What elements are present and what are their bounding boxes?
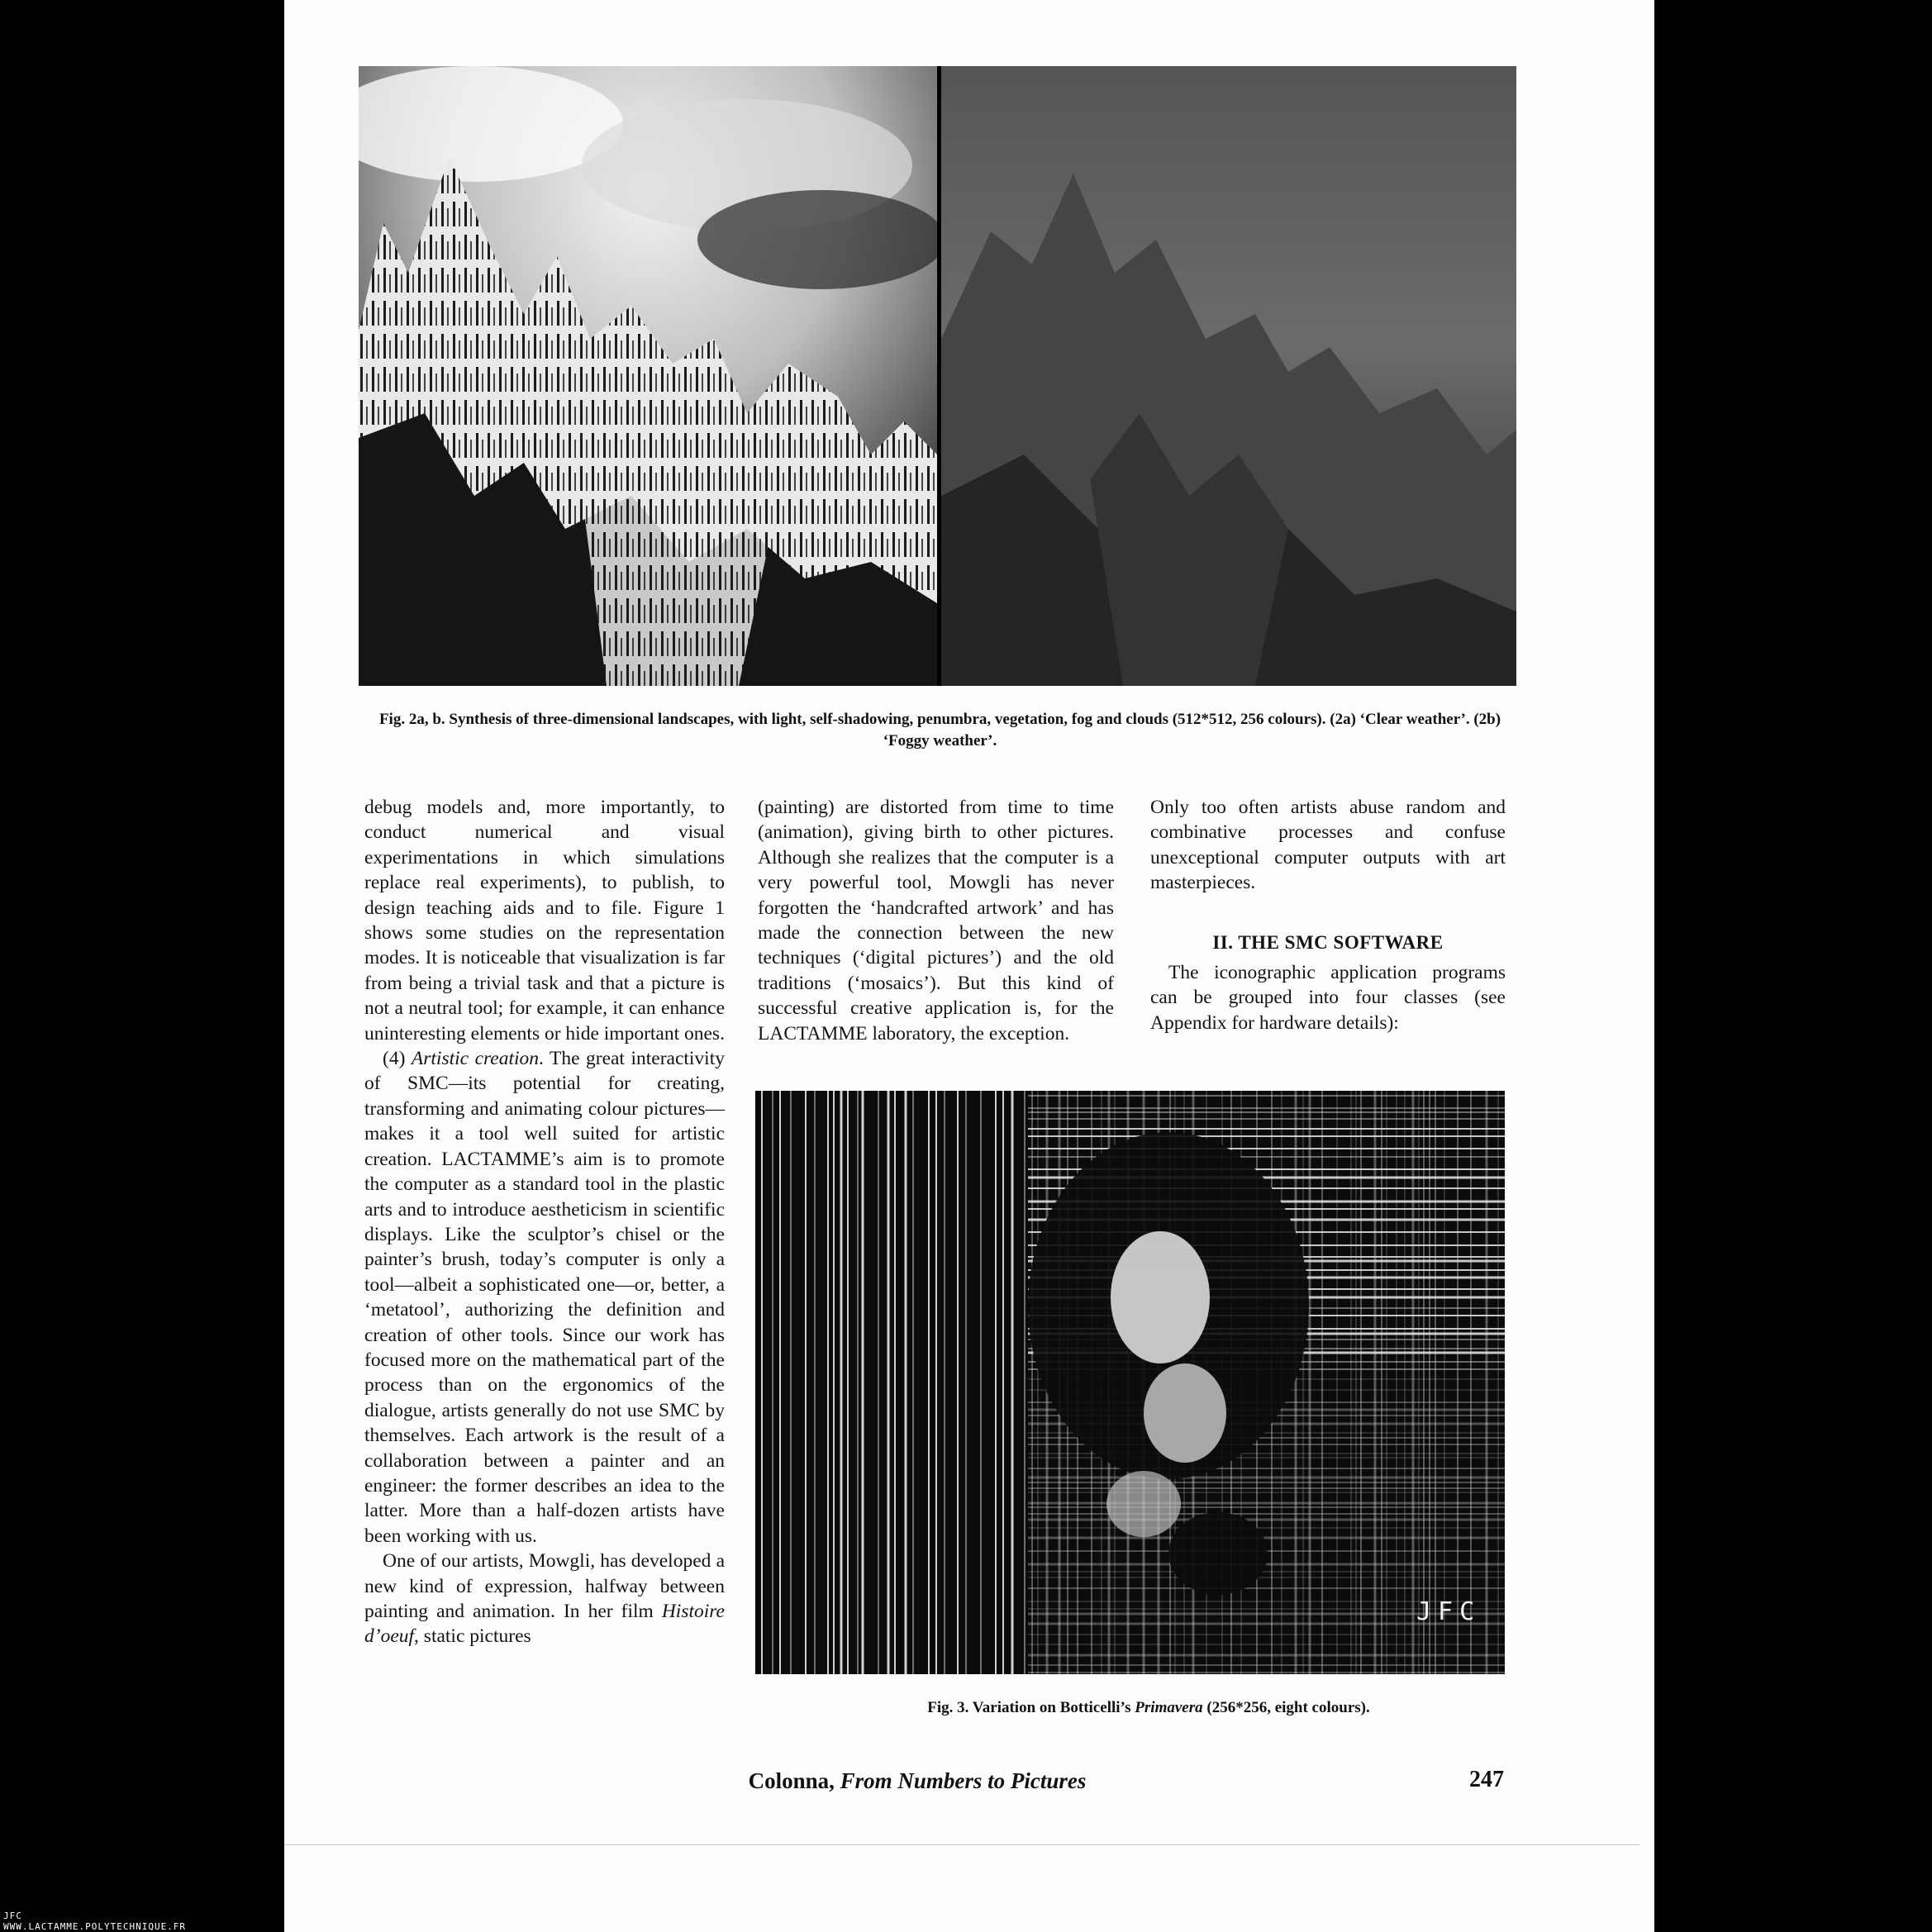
watermark-initials: JFC <box>3 1911 22 1921</box>
figure-2-caption: Fig. 2a, b. Synthesis of three-dimensional landscapes, with light, self-shadowing, penumbra, vegetation, fog and clouds (512*512, 256 colours). (2a) ‘Clear weather’. (2b) ‘Foggy weather’. <box>378 711 1501 749</box>
watermark-url: WWW.LACTAMME.POLYTECHNIQUE.FR <box>3 1921 187 1932</box>
figure-3-caption-rest: (256*256, eight colours). <box>1202 1699 1370 1716</box>
paragraph-artistic-creation <box>364 1046 725 1549</box>
paragraph-mowgli <box>364 1549 725 1649</box>
running-footer <box>661 1768 1173 1794</box>
footer-author: Colonna, <box>748 1768 840 1793</box>
footer-article-title: From Numbers to Pictures <box>840 1768 1087 1793</box>
bottom-rule <box>284 1844 1639 1845</box>
text-column-3 <box>1150 795 1506 1035</box>
mowgli-text-lead: One of our artists, Mowgli, has developed a new kind of expression, halfway between painting and animation. In her film <box>364 1550 725 1622</box>
page-number: 247 <box>1469 1767 1504 1792</box>
section-heading-smc-software: II. THE SMC SOFTWARE <box>1212 931 1444 953</box>
artwork-title: Primavera <box>1135 1699 1203 1716</box>
figure-3-caption-lead: Fig. 3. Variation on Botticelli’s <box>927 1699 1135 1716</box>
figure-3-caption <box>826 1697 1471 1719</box>
film-title: Histoire d’oeuf <box>364 1601 725 1648</box>
text-column-1 <box>364 795 725 1649</box>
list-marker: (4) <box>383 1048 412 1070</box>
figure-2-landscapes <box>359 66 1516 686</box>
paragraph-application-classes: The iconographic application programs can be grouped into four classes (see Appendix for hardware details): <box>1150 962 1506 1034</box>
artistic-creation-term: Artistic creation <box>411 1048 540 1070</box>
mowgli-text-rest: , static pictures <box>414 1625 531 1648</box>
artistic-creation-text: . The great interactivity of SMC—its potential for creating, transforming and animating colour pictures—makes it a tool well suited for artistic creation. LACTAMME’s aim is to promote the computer as a standard tool in the plastic arts and to introduce aestheticism in scientific displays. Like the sculptor’s chisel or the painter’s brush, today’s computer is only a tool—albeit a sophisticated one—or, better, a ‘metatool’, authorizing the definition and creation of other tools. Since our work has focused more on the mathematical part of the process than on the ergonomics of the dialogue, artists generally do not use SMC by themselves. Each artwork is the result of a collaboration between a painter and an engineer: the former describes an idea to the latter. More than a half-dozen artists have been working with us. <box>364 1048 725 1547</box>
paragraph-random-processes: Only too often artists abuse random and combinative processes and confuse unexceptional computer outputs with art masterpieces. <box>1150 797 1506 894</box>
figure-2b-foggy-weather-image <box>941 66 1516 686</box>
paragraph-visualization: debug models and, more importantly, to conduct numerical and visual experimentations in which simulations replace real experiments), to publish, to design teaching aids and to file. Figure 1 shows some studies on the representation modes. It is noticeable that visualization is far from being a trivial task and that a picture is not a neutral tool; for example, it can enhance uninteresting elements or hide important ones. <box>364 797 725 1045</box>
figure-3-signature: JFC <box>1416 1597 1482 1626</box>
figure-2a-clear-weather-image <box>359 66 937 686</box>
figure-3-primavera-variation <box>755 1091 1505 1674</box>
text-column-2 <box>758 795 1114 1046</box>
paragraph-painting-animation: (painting) are distorted from time to time (animation), giving birth to other pictures. Although she realizes that the computer is a very powerful tool, Mowgli has never forgotten the ‘handcrafted artwork’ and has made the connection between the new techniques (‘digital pictures’) and the old traditions (‘mosaics’). But this kind of successful creative application is, for the LACTAMME laboratory, the exception. <box>758 797 1114 1045</box>
